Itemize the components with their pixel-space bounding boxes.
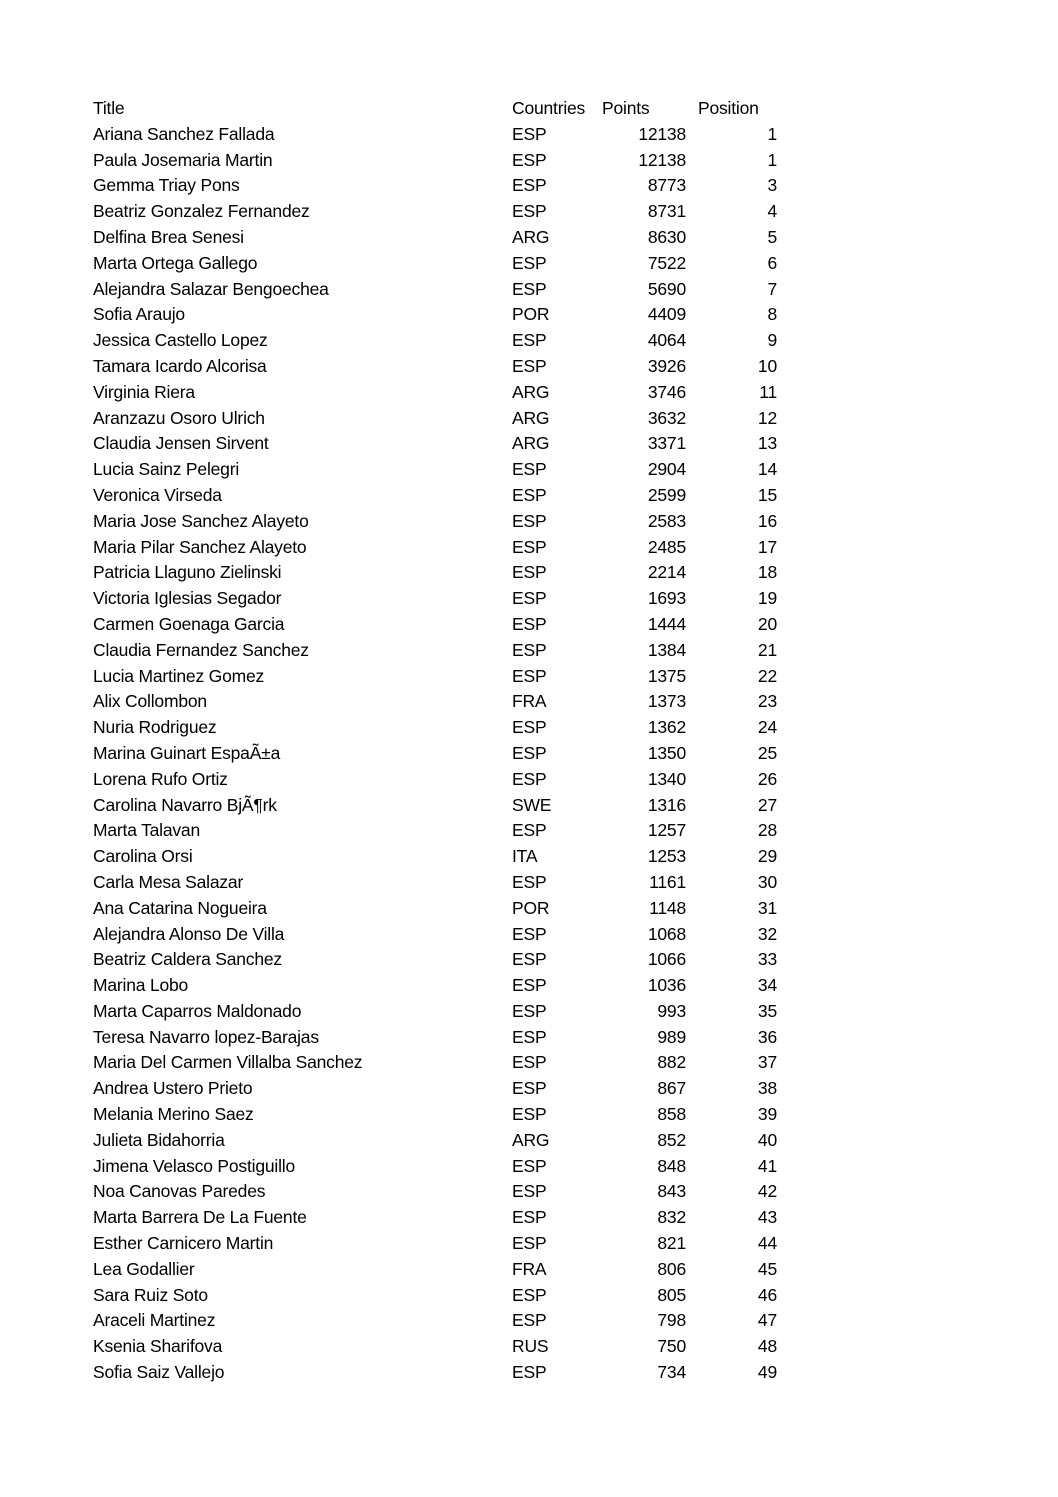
country-cell: ESP	[512, 820, 547, 841]
player-name-cell: Noa Canovas Paredes	[93, 1181, 266, 1202]
player-name-cell: Delfina Brea Senesi	[93, 226, 244, 247]
position-cell: 18	[757, 562, 777, 583]
player-name-cell: Nuria Rodriguez	[93, 717, 217, 738]
position-cell: 17	[757, 536, 777, 557]
country-cell: ESP	[512, 613, 547, 634]
column-header-position: Position	[698, 98, 759, 118]
player-name-cell: Carolina Orsi	[93, 846, 193, 867]
points-cell: 1036	[647, 975, 686, 996]
position-cell: 37	[757, 1052, 777, 1073]
points-cell: 12138	[638, 123, 686, 144]
country-cell: ESP	[512, 871, 547, 892]
country-cell: ESP	[512, 510, 547, 531]
player-name-cell: Melania Merino Saez	[93, 1104, 254, 1125]
position-cell: 21	[757, 639, 777, 660]
player-name-cell: Maria Jose Sanchez Alayeto	[93, 510, 309, 531]
points-cell: 3371	[647, 433, 686, 454]
table-row	[93, 302, 777, 328]
points-cell: 1161	[649, 871, 686, 892]
position-cell: 11	[759, 381, 777, 402]
points-cell: 1340	[647, 768, 686, 789]
table-row	[93, 483, 777, 509]
table-row	[93, 689, 777, 715]
points-cell: 3632	[647, 407, 686, 428]
table-row	[93, 1231, 777, 1257]
table-row	[93, 638, 777, 664]
table-row	[93, 793, 777, 819]
country-cell: ESP	[512, 1104, 547, 1125]
position-cell: 49	[757, 1362, 777, 1383]
country-cell: ESP	[512, 330, 547, 351]
table-row	[93, 586, 777, 612]
points-cell: 1350	[647, 742, 686, 763]
player-name-cell: Virginia Riera	[93, 381, 195, 402]
position-cell: 16	[757, 510, 777, 531]
points-cell: 2904	[647, 459, 686, 480]
player-name-cell: Claudia Fernandez Sanchez	[93, 639, 309, 660]
table-row	[93, 535, 777, 561]
table-row	[93, 1205, 777, 1231]
points-cell: 805	[657, 1284, 686, 1305]
country-cell: ESP	[512, 1181, 547, 1202]
table-row	[93, 1179, 777, 1205]
points-cell: 806	[657, 1258, 686, 1279]
points-cell: 3926	[647, 355, 686, 376]
player-name-cell: Aranzazu Osoro Ulrich	[93, 407, 265, 428]
table-row	[93, 870, 777, 896]
table-row	[93, 122, 777, 148]
player-name-cell: Marta Ortega Gallego	[93, 252, 258, 273]
country-cell: ARG	[512, 226, 550, 247]
player-name-cell: Sofia Saiz Vallejo	[93, 1362, 225, 1383]
points-cell: 5690	[647, 278, 686, 299]
player-name-cell: Lea Godallier	[93, 1258, 195, 1279]
points-cell: 2599	[647, 484, 686, 505]
table-row	[93, 199, 777, 225]
position-cell: 42	[757, 1181, 777, 1202]
player-name-cell: Patricia Llaguno Zielinski	[93, 562, 282, 583]
position-cell: 29	[757, 846, 777, 867]
table-row	[93, 1025, 777, 1051]
points-cell: 4064	[647, 330, 686, 351]
player-name-cell: Jimena Velasco Postiguillo	[93, 1155, 295, 1176]
points-cell: 2583	[647, 510, 686, 531]
table-row	[93, 896, 777, 922]
position-cell: 35	[757, 1000, 777, 1021]
player-name-cell: Jessica Castello Lopez	[93, 330, 268, 351]
country-cell: ESP	[512, 1233, 547, 1254]
points-cell: 12138	[638, 149, 686, 170]
table-row	[93, 741, 777, 767]
country-cell: FRA	[512, 691, 547, 712]
table-row	[93, 380, 777, 406]
table-row	[93, 1334, 777, 1360]
position-cell: 40	[757, 1129, 777, 1150]
position-cell: 26	[757, 768, 777, 789]
table-row	[93, 560, 777, 586]
table-row	[93, 328, 777, 354]
country-cell: ESP	[512, 459, 547, 480]
player-name-cell: Alejandra Alonso De Villa	[93, 923, 285, 944]
table-row	[93, 225, 777, 251]
country-cell: ESP	[512, 484, 547, 505]
player-name-cell: Andrea Ustero Prieto	[93, 1078, 253, 1099]
player-name-cell: Carolina Navarro BjÃ¶rk	[93, 794, 277, 815]
country-cell: ESP	[512, 1052, 547, 1073]
position-cell: 12	[757, 407, 777, 428]
table-row	[93, 1283, 777, 1309]
position-cell: 39	[757, 1104, 777, 1125]
country-cell: ESP	[512, 1155, 547, 1176]
table-row	[93, 999, 777, 1025]
table-row	[93, 1154, 777, 1180]
position-cell: 23	[757, 691, 777, 712]
country-cell: ESP	[512, 588, 547, 609]
position-cell: 36	[757, 1026, 777, 1047]
player-name-cell: Ksenia Sharifova	[93, 1336, 223, 1357]
position-cell: 41	[757, 1155, 777, 1176]
country-cell: ESP	[512, 252, 547, 273]
country-cell: ESP	[512, 1284, 547, 1305]
country-cell: ESP	[512, 975, 547, 996]
country-cell: ESP	[512, 717, 547, 738]
table-row	[93, 973, 777, 999]
country-cell: ESP	[512, 355, 547, 376]
position-cell: 22	[757, 665, 777, 686]
player-name-cell: Marina Guinart EspaÃ±a	[93, 742, 281, 763]
position-cell: 20	[757, 613, 777, 634]
player-name-cell: Tamara Icardo Alcorisa	[93, 355, 267, 376]
country-cell: ESP	[512, 949, 547, 970]
position-cell: 3	[767, 175, 777, 196]
points-cell: 832	[657, 1207, 686, 1228]
table-row	[93, 1308, 777, 1334]
table-row	[93, 715, 777, 741]
points-cell: 993	[657, 1000, 686, 1021]
player-name-cell: Veronica Virseda	[93, 484, 222, 505]
country-cell: ESP	[512, 1078, 547, 1099]
country-cell: ESP	[512, 149, 547, 170]
points-cell: 858	[657, 1104, 686, 1125]
points-cell: 1253	[647, 846, 686, 867]
table-row	[93, 1050, 777, 1076]
player-name-cell: Alejandra Salazar Bengoechea	[93, 278, 329, 299]
country-cell: POR	[512, 897, 550, 918]
country-cell: ESP	[512, 1310, 547, 1331]
table-row	[93, 664, 777, 690]
position-cell: 5	[767, 226, 777, 247]
country-cell: POR	[512, 304, 550, 325]
country-cell: ESP	[512, 1026, 547, 1047]
country-cell: SWE	[512, 794, 552, 815]
country-cell: ESP	[512, 1000, 547, 1021]
country-cell: FRA	[512, 1258, 547, 1279]
table-row	[93, 1076, 777, 1102]
points-cell: 8773	[647, 175, 686, 196]
table-row	[93, 406, 777, 432]
points-cell: 989	[657, 1026, 686, 1047]
points-cell: 750	[657, 1336, 686, 1357]
position-cell: 27	[757, 794, 777, 815]
player-name-cell: Victoria Iglesias Segador	[93, 588, 282, 609]
column-header-points: Points	[602, 98, 650, 118]
table-row	[93, 844, 777, 870]
position-cell: 32	[757, 923, 777, 944]
points-cell: 1068	[647, 923, 686, 944]
position-cell: 6	[767, 252, 777, 273]
points-cell: 1066	[647, 949, 686, 970]
position-cell: 38	[757, 1078, 777, 1099]
country-cell: ESP	[512, 639, 547, 660]
table-row	[93, 1360, 777, 1386]
table-row	[93, 148, 777, 174]
position-cell: 15	[757, 484, 777, 505]
points-cell: 852	[657, 1129, 686, 1150]
country-cell: ESP	[512, 536, 547, 557]
points-cell: 1373	[647, 691, 686, 712]
points-cell: 843	[657, 1181, 686, 1202]
player-name-cell: Araceli Martinez	[93, 1310, 216, 1331]
country-cell: ESP	[512, 768, 547, 789]
points-cell: 1257	[647, 820, 686, 841]
country-cell: ESP	[512, 562, 547, 583]
country-cell: ARG	[512, 407, 550, 428]
table-row	[93, 922, 777, 948]
table-body	[93, 122, 777, 1386]
ranking-sheet	[93, 96, 777, 1386]
table-row	[93, 1257, 777, 1283]
player-name-cell: Ana Catarina Nogueira	[93, 897, 267, 918]
table-row	[93, 251, 777, 277]
player-name-cell: Carla Mesa Salazar	[93, 871, 244, 892]
points-cell: 882	[657, 1052, 686, 1073]
points-cell: 1375	[647, 665, 686, 686]
points-cell: 3746	[647, 381, 686, 402]
points-cell: 798	[657, 1310, 686, 1331]
country-cell: ARG	[512, 433, 550, 454]
country-cell: ESP	[512, 278, 547, 299]
position-cell: 9	[767, 330, 777, 351]
points-cell: 4409	[647, 304, 686, 325]
position-cell: 45	[757, 1258, 777, 1279]
points-cell: 1316	[647, 794, 686, 815]
position-cell: 48	[757, 1336, 777, 1357]
position-cell: 44	[757, 1233, 777, 1254]
country-cell: ARG	[512, 381, 550, 402]
points-cell: 848	[657, 1155, 686, 1176]
player-name-cell: Beatriz Gonzalez Fernandez	[93, 201, 310, 222]
country-cell: ESP	[512, 175, 547, 196]
table-row	[93, 818, 777, 844]
position-cell: 25	[757, 742, 777, 763]
player-name-cell: Sara Ruiz Soto	[93, 1284, 208, 1305]
position-cell: 8	[767, 304, 777, 325]
position-cell: 31	[757, 897, 777, 918]
table-row	[93, 457, 777, 483]
player-name-cell: Lorena Rufo Ortiz	[93, 768, 228, 789]
position-cell: 10	[757, 355, 777, 376]
points-cell: 7522	[647, 252, 686, 273]
points-cell: 867	[657, 1078, 686, 1099]
table-row	[93, 612, 777, 638]
position-cell: 24	[757, 717, 777, 738]
player-name-cell: Gemma Triay Pons	[93, 175, 240, 196]
country-cell: ESP	[512, 123, 547, 144]
country-cell: ESP	[512, 1207, 547, 1228]
position-cell: 7	[767, 278, 777, 299]
ranking-table	[93, 96, 777, 1386]
points-cell: 734	[657, 1362, 686, 1383]
player-name-cell: Marta Barrera De La Fuente	[93, 1207, 307, 1228]
table-row	[93, 431, 777, 457]
player-name-cell: Julieta Bidahorria	[93, 1129, 225, 1150]
table-row	[93, 509, 777, 535]
player-name-cell: Maria Del Carmen Villalba Sanchez	[93, 1052, 363, 1073]
country-cell: RUS	[512, 1336, 549, 1357]
position-cell: 4	[767, 201, 777, 222]
player-name-cell: Teresa Navarro lopez-Barajas	[93, 1026, 319, 1047]
country-cell: ESP	[512, 742, 547, 763]
column-header-title: Title	[93, 98, 125, 118]
player-name-cell: Lucia Martinez Gomez	[93, 665, 265, 686]
player-name-cell: Marina Lobo	[93, 975, 189, 996]
position-cell: 46	[757, 1284, 777, 1305]
column-header-countries: Countries	[512, 98, 586, 118]
table-row	[93, 354, 777, 380]
points-cell: 2214	[647, 562, 686, 583]
player-name-cell: Maria Pilar Sanchez Alayeto	[93, 536, 307, 557]
player-name-cell: Alix Collombon	[93, 691, 207, 712]
points-cell: 1444	[647, 613, 686, 634]
position-cell: 43	[757, 1207, 777, 1228]
player-name-cell: Marta Talavan	[93, 820, 200, 841]
points-cell: 8630	[647, 226, 686, 247]
player-name-cell: Lucia Sainz Pelegri	[93, 459, 240, 480]
country-cell: ESP	[512, 201, 547, 222]
table-row	[93, 767, 777, 793]
country-cell: ESP	[512, 1362, 547, 1383]
table-row	[93, 1102, 777, 1128]
position-cell: 1	[767, 149, 777, 170]
player-name-cell: Esther Carnicero Martin	[93, 1233, 274, 1254]
position-cell: 33	[757, 949, 777, 970]
position-cell: 19	[757, 588, 777, 609]
player-name-cell: Claudia Jensen Sirvent	[93, 433, 269, 454]
player-name-cell: Beatriz Caldera Sanchez	[93, 949, 282, 970]
country-cell: ITA	[512, 846, 538, 867]
position-cell: 30	[757, 871, 777, 892]
position-cell: 28	[757, 820, 777, 841]
player-name-cell: Marta Caparros Maldonado	[93, 1000, 302, 1021]
player-name-cell: Sofia Araujo	[93, 304, 185, 325]
country-cell: ESP	[512, 923, 547, 944]
points-cell: 8731	[647, 201, 686, 222]
points-cell: 1693	[647, 588, 686, 609]
table-row	[93, 277, 777, 303]
position-cell: 34	[757, 975, 777, 996]
country-cell: ESP	[512, 665, 547, 686]
player-name-cell: Carmen Goenaga Garcia	[93, 613, 285, 634]
country-cell: ARG	[512, 1129, 550, 1150]
player-name-cell: Ariana Sanchez Fallada	[93, 123, 275, 144]
position-cell: 47	[757, 1310, 777, 1331]
position-cell: 13	[757, 433, 777, 454]
table-header-row	[93, 96, 777, 122]
points-cell: 2485	[647, 536, 686, 557]
position-cell: 14	[757, 459, 777, 480]
points-cell: 1148	[649, 897, 686, 918]
table-row	[93, 173, 777, 199]
points-cell: 1362	[647, 717, 686, 738]
table-row	[93, 1128, 777, 1154]
player-name-cell: Paula Josemaria Martin	[93, 149, 273, 170]
table-row	[93, 947, 777, 973]
points-cell: 821	[657, 1233, 686, 1254]
position-cell: 1	[767, 123, 777, 144]
points-cell: 1384	[647, 639, 686, 660]
